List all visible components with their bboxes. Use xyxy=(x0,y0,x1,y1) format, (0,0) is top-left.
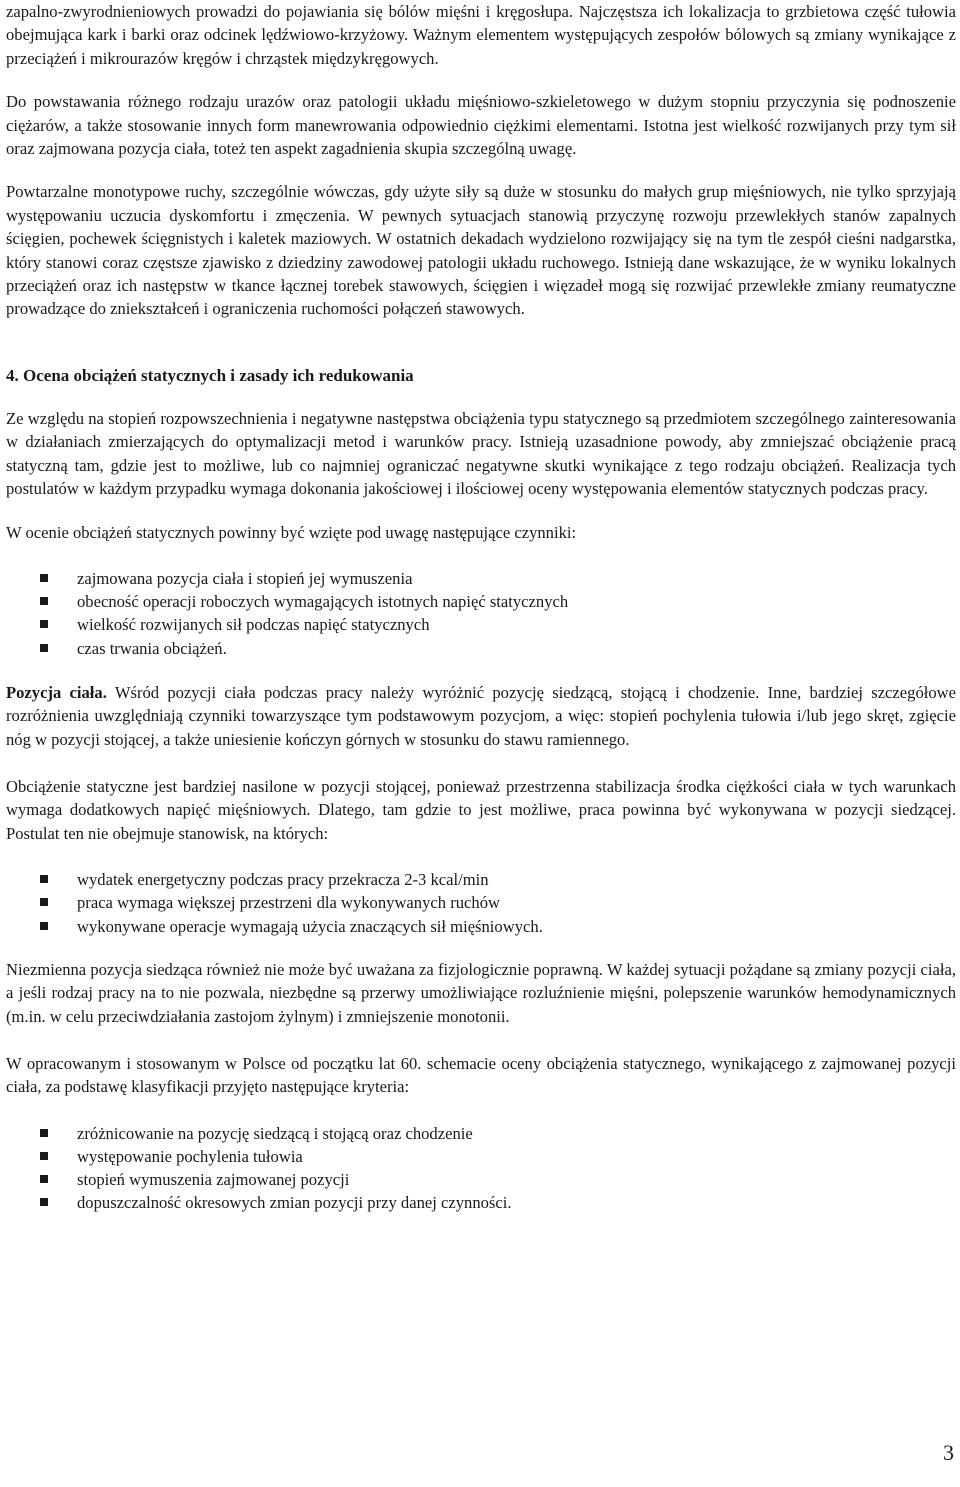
list-item: obecność operacji roboczych wymagających istotnych napięć statycznych xyxy=(6,590,956,613)
intro-paragraph-1: zapalno-zwyrodnieniowych prowadzi do pojawiania się bólów mięśni i kręgosłupa. Najczęstsza ich lokalizacja to grzbietowa część tułowia obejmująca kark i barki oraz odcinek lędźwiowo-krzyżowy. Ważnym elementem występujących zespołów bólowych są zmiany wynikające z przeciążeń i mikrourazów kręgów i chrząstek międzykręgowych. xyxy=(6,2,956,68)
list-item: zajmowana pozycja ciała i stopień jej wymuszenia xyxy=(6,567,956,590)
list-item: zróżnicowanie na pozycję siedzącą i stojącą oraz chodzenie xyxy=(6,1122,956,1145)
factors-list xyxy=(6,567,956,660)
page-number: 3 xyxy=(943,1440,954,1465)
list-item: wykonywane operacje wymagają użycia znaczących sił mięśniowych. xyxy=(6,915,956,938)
list-item: praca wymaga większej przestrzeni dla wykonywanych ruchów xyxy=(6,891,956,914)
list-item: wielkość rozwijanych sił podczas napięć statycznych xyxy=(6,613,956,636)
section-paragraph-1: Ze względu na stopień rozpowszechnienia i negatywne następstwa obciążenia typu statycznego są przedmiotem szczególnego zainteresowania w działaniach zmierzających do optymalizacji metod i warunków pracy. Istnieją uzasadnione powody, aby zmniejszać obciążenie pracą statyczną tam, gdzie jest to możliwe, lub co najmniej ograniczać negatywne skutki wynikające z tego rodzaju obciążeń. Realizacja tych postulatów w każdym przypadku wymaga dokonania jakościowej i ilościowej oceny występowania elementów statycznych podczas pracy. xyxy=(6,408,956,499)
intro-paragraph-3: Powtarzalne monotypowe ruchy, szczególnie wówczas, gdy użyte siły są duże w stosunku do małych grup mięśniowych, nie tylko sprzyjają występowaniu uczucia dyskomfortu i zmęczenia. W pewnych sytuacjach stanowią przyczynę rozwoju przewlekłych stanów zapalnych ścięgien, pochewek ścięgnistych i kaletek maziowych. W ostatnich dekadach wydzielono rozwijający się na tym tle zespół cieśni nadgarstka, który stanowi coraz częstsze zjawisko z dziedziny zawodowej patologii układu ruchowego. Istnieją dane wskazujące, że w wyniku lokalnych przeciążeń oraz ich następstw w tkance łącznej torebek stawowych, ścięgien i więzadeł mogą się rozwijać przewlekłe zmiany reumatyczne prowadzące do zniekształceń i ograniczenia ruchomości połączeń stawowych. xyxy=(6,182,956,319)
position-text: Wśród pozycji ciała podczas pracy należy wyróżnić pozycję siedzącą, stojącą i chodzenie. Inne, bardziej szczegółowe rozróżnienia uwzględniają czynniki towarzyszące tym podstawowym pozycjom, a więc: stopień pochylenia tułowia i/lub jego skręt, zgięcie nóg w pozycji stojącej, a także uniesienie kończyn górnych w stosunku do stawu ramiennego. xyxy=(6,682,957,749)
intro-paragraph-2: Do powstawania różnego rodzaju urazów oraz patologii układu mięśniowo-szkieletowego w dużym stopniu przyczynia się podnoszenie ciężarów, a także stosowanie innych form manewrowania odpowiednio ciężkimi elementami. Istotna jest wielkość rozwijanych przy tym sił oraz zajmowana pozycja ciała, toteż ten aspekt zagadnienia skupia szczególną uwagę. xyxy=(6,92,956,159)
document-page xyxy=(6,0,956,1215)
list-item: czas trwania obciążeń. xyxy=(6,637,956,660)
exceptions-list xyxy=(6,868,956,938)
section-paragraph-4: Obciążenie statyczne jest bardziej nasilone w pozycji stojącej, ponieważ przestrzenna stabilizacja środka ciężkości ciała w tych warunkach wymaga dodatkowych napięć mięśniowych. Dlatego, tam gdzie to jest możliwe, praca powinna być wykonywana w pozycji siedzącej. Postulat ten nie obejmuje stanowisk, na których: xyxy=(6,776,956,843)
list-item: wydatek energetyczny podczas pracy przekracza 2-3 kcal/min xyxy=(6,868,956,891)
list-item: dopuszczalność okresowych zmian pozycji przy danej czynności. xyxy=(6,1191,956,1214)
list-item: stopień wymuszenia zajmowanej pozycji xyxy=(6,1168,956,1191)
position-label: Pozycja ciała. xyxy=(6,682,107,702)
section-paragraph-5: Niezmienna pozycja siedząca również nie może być uważana za fizjologicznie poprawną. W każdej sytuacji pożądane są zmiany pozycji ciała, a jeśli rodzaj pracy na to nie pozwala, niezbędne są przerwy umożliwiające rozluźnienie mięśni, polepszenie warunków hemodynamicznych (m.in. w celu przeciwdziałania zastojom żylnym) i zmniejszenie monotonii. xyxy=(6,959,956,1026)
criteria-list xyxy=(6,1122,956,1215)
position-paragraph xyxy=(6,681,956,751)
section-heading: 4. Ocena obciążeń statycznych i zasady ich redukowania xyxy=(6,365,414,385)
section-paragraph-6: W opracowanym i stosowanym w Polsce od początku lat 60. schemacie oceny obciążenia statycznego, wynikającego z zajmowanej pozycji ciała, za podstawę klasyfikacji przyjęto następujące kryteria: xyxy=(6,1053,956,1097)
section-paragraph-2: W ocenie obciążeń statycznych powinny być wzięte pod uwagę następujące czynniki: xyxy=(6,522,577,542)
list-item: występowanie pochylenia tułowia xyxy=(6,1145,956,1168)
